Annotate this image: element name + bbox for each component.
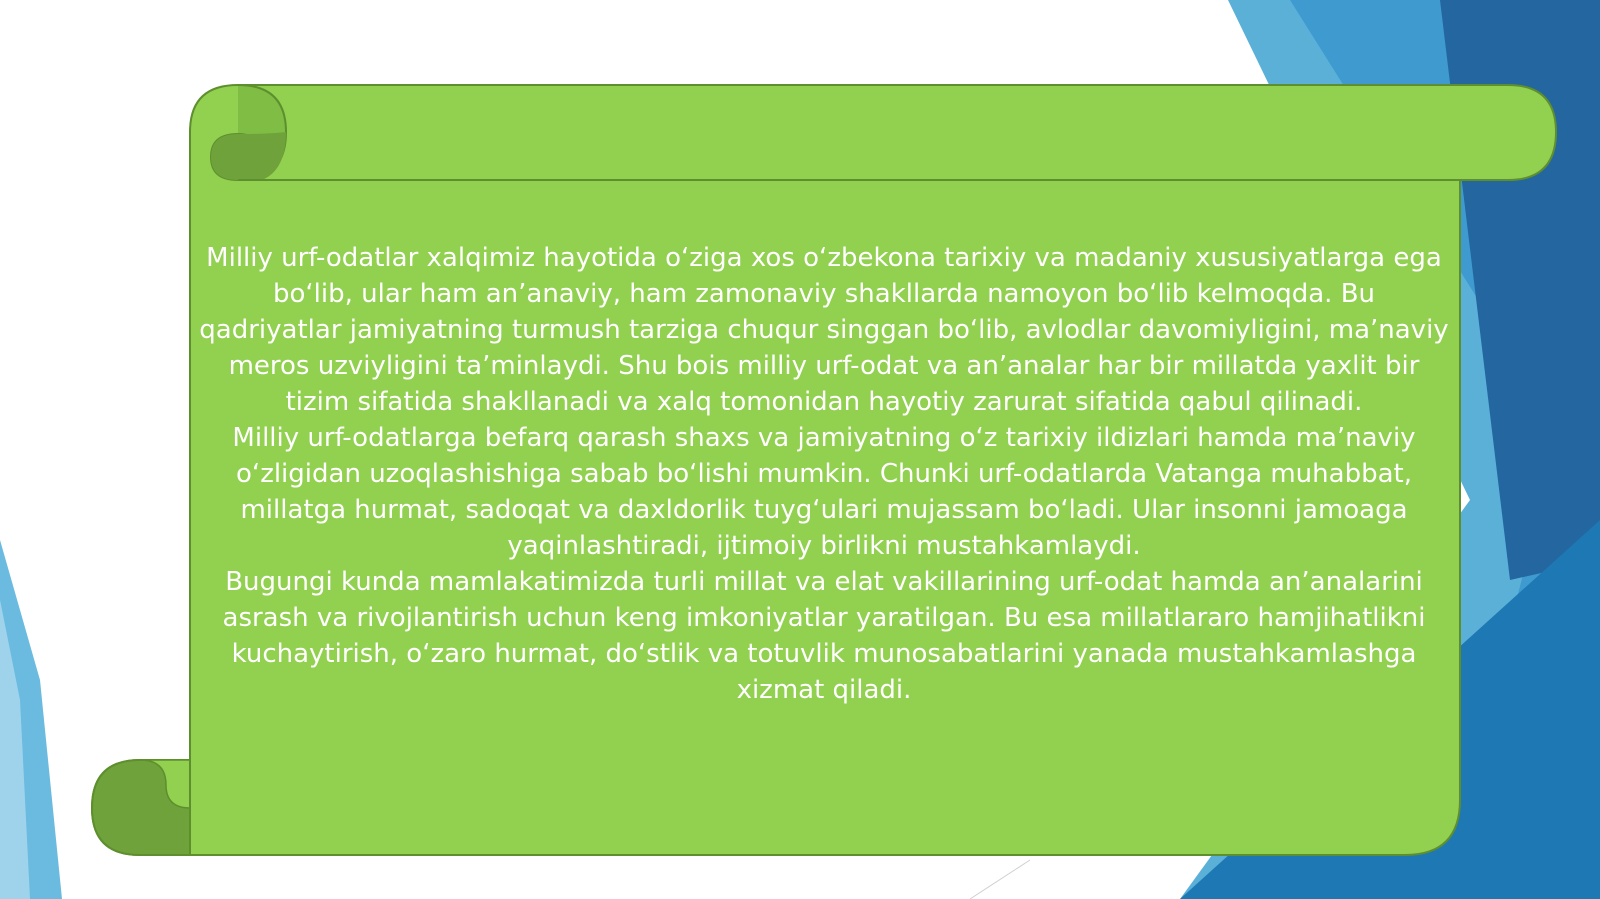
paragraph-2: Milliy urf-odatlarga befarq qarash shaxs va jamiyatning o‘z tarixiy ildizlari hamda ma’naviy o‘zligidan uzoqlashishiga sabab bo‘lishi mumkin. Chunki urf-odatlarda Vatanga muhabbat, millatga hurmat, sadoqat va daxldorlik tuyg‘ulari mujassam bo‘ladi. Ular insonni jamoaga yaqinlashtiradi, ijtimoiy birlikni mustahkamlaydi. — [232, 423, 1416, 561]
paragraph-3: Bugungi kunda mamlakatimizda turli millat va elat vakillarining urf-odat hamda an’analarini asrash va rivojlantirish uchun keng imkoniyatlar yaratilgan. Bu esa millatlararo hamjihatlikni kuchaytirish, o‘zaro hurmat, do‘stlik va totuvlik munosabatlarini yanada mustahkamlashga xizmat qiladi. — [222, 567, 1426, 705]
faint-diagonal-line — [970, 860, 1030, 899]
scroll-text-block — [198, 240, 1450, 708]
paragraph-1: Milliy urf-odatlar xalqimiz hayotida o‘ziga xos o‘zbekona tarixiy va madaniy xususiyatlarga ega bo‘lib, ular ham an’anaviy, ham zamonaviy shakllarda namoyon bo‘lib kelmoqda. Bu qadriyatlar jamiyatning turmush tarziga chuqur singgan bo‘lib, avlodlar davomiyligini, ma’naviy meros uzviyligini ta’minlaydi. Shu bois milliy urf-odat va an’analar har bir millatda yaxlit bir tizim sifatida shakllanadi va xalq tomonidan hayotiy zarurat sifatida qabul qilinadi. — [199, 243, 1449, 417]
left-accent-shapes — [0, 540, 62, 899]
